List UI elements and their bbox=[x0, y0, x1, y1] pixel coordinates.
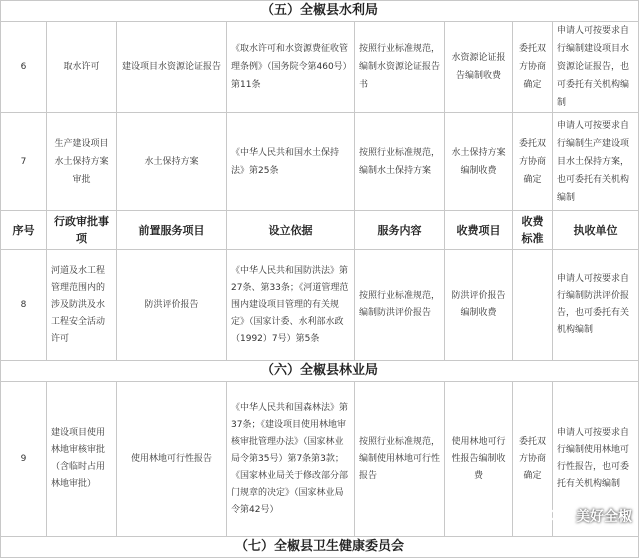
header-approval-item: 行政审批事项 bbox=[47, 211, 117, 250]
account-watermark bbox=[549, 506, 632, 526]
section-title-health: （七）全椒县卫生健康委员会 bbox=[1, 537, 639, 558]
service-content: 按照行业标准规范，编制防洪评价报告 bbox=[355, 250, 445, 361]
collecting-unit: 申请人可按要求自行编制使用林地可行性报告，也可委托有关机构编制 bbox=[553, 382, 639, 537]
fee-item: 使用林地可行性报告编制收费 bbox=[445, 382, 513, 537]
service-content: 按照行业标准规范，编制使用林地可行性报告 bbox=[355, 382, 445, 537]
fee-standard: 委托双方协商确定 bbox=[513, 382, 553, 537]
header-fee-item: 收费项目 bbox=[445, 211, 513, 250]
service-content: 按照行业标准规范，编制水土保持方案 bbox=[355, 113, 445, 211]
section-title-forestry: （六）全椒县林业局 bbox=[1, 361, 639, 382]
wechat-icon bbox=[549, 507, 571, 525]
fee-standard: 委托双方协商确定 bbox=[513, 22, 553, 113]
collecting-unit: 申请人可按要求自行编制防洪评价报告，也可委托有关机构编制 bbox=[553, 250, 639, 361]
table-row bbox=[1, 22, 639, 113]
approval-item: 建设项目使用林地审核审批（含临时占用林地审批） bbox=[47, 382, 117, 537]
table-row bbox=[1, 113, 639, 211]
row-number: 9 bbox=[1, 382, 47, 537]
section-row-forestry bbox=[1, 361, 639, 382]
row-number: 8 bbox=[1, 250, 47, 361]
watermark-text: 美好全椒 bbox=[576, 509, 632, 525]
header-pre-service: 前置服务项目 bbox=[117, 211, 227, 250]
fee-item: 防洪评价报告编制收费 bbox=[445, 250, 513, 361]
table-row bbox=[1, 250, 639, 361]
service-content: 按照行业标准规范，编制水资源论证报告书 bbox=[355, 22, 445, 113]
collecting-unit: 申请人可按要求自行编制生产建设项目水土保持方案，也可委托有关机构编制 bbox=[553, 113, 639, 211]
approval-item: 生产建设项目水土保持方案审批 bbox=[47, 113, 117, 211]
approval-item: 河道及水工程管理范围内的涉及防洪及水工程安全活动许可 bbox=[47, 250, 117, 361]
header-legal-basis: 设立依据 bbox=[227, 211, 355, 250]
pre-service: 水土保持方案 bbox=[117, 113, 227, 211]
table-header-row bbox=[1, 211, 639, 250]
legal-basis: 《中华人民共和国防洪法》第27条、第33条；《河道管理范围内建设项目管理的有关规定》（国家计委、水利部水政（1992）7号）第5条 bbox=[227, 250, 355, 361]
approval-item: 取水许可 bbox=[47, 22, 117, 113]
row-number: 6 bbox=[1, 22, 47, 113]
section-title-water: （五）全椒县水利局 bbox=[1, 1, 639, 22]
legal-basis: 《中华人民共和国水土保持法》第25条 bbox=[227, 113, 355, 211]
pre-service: 建设项目水资源论证报告 bbox=[117, 22, 227, 113]
collecting-unit: 申请人可按要求自行编制建设项目水资源论证报告，也可委托有关机构编制 bbox=[553, 22, 639, 113]
legal-basis: 《取水许可和水资源费征收管理条例》（国务院令第460号）第11条 bbox=[227, 22, 355, 113]
header-number: 序号 bbox=[1, 211, 47, 250]
table-row bbox=[1, 382, 639, 537]
row-number: 7 bbox=[1, 113, 47, 211]
fee-item: 水土保持方案编制收费 bbox=[445, 113, 513, 211]
header-fee-standard: 收费标准 bbox=[513, 211, 553, 250]
pre-service: 防洪评价报告 bbox=[117, 250, 227, 361]
header-service-content: 服务内容 bbox=[355, 211, 445, 250]
fee-item: 水资源论证报告编制收费 bbox=[445, 22, 513, 113]
header-collecting-unit: 执收单位 bbox=[553, 211, 639, 250]
fee-standard bbox=[513, 250, 553, 361]
pre-service: 使用林地可行性报告 bbox=[117, 382, 227, 537]
legal-basis: 《中华人民共和国森林法》第37条；《建设项目使用林地审核审批管理办法》（国家林业局令第35号）第7条第3款；《国家林业局关于修改部分部门规章的决定》（国家林业局令第42号） bbox=[227, 382, 355, 537]
section-row-water bbox=[1, 1, 639, 22]
fee-standard: 委托双方协商确定 bbox=[513, 113, 553, 211]
section-row-health bbox=[1, 537, 639, 558]
